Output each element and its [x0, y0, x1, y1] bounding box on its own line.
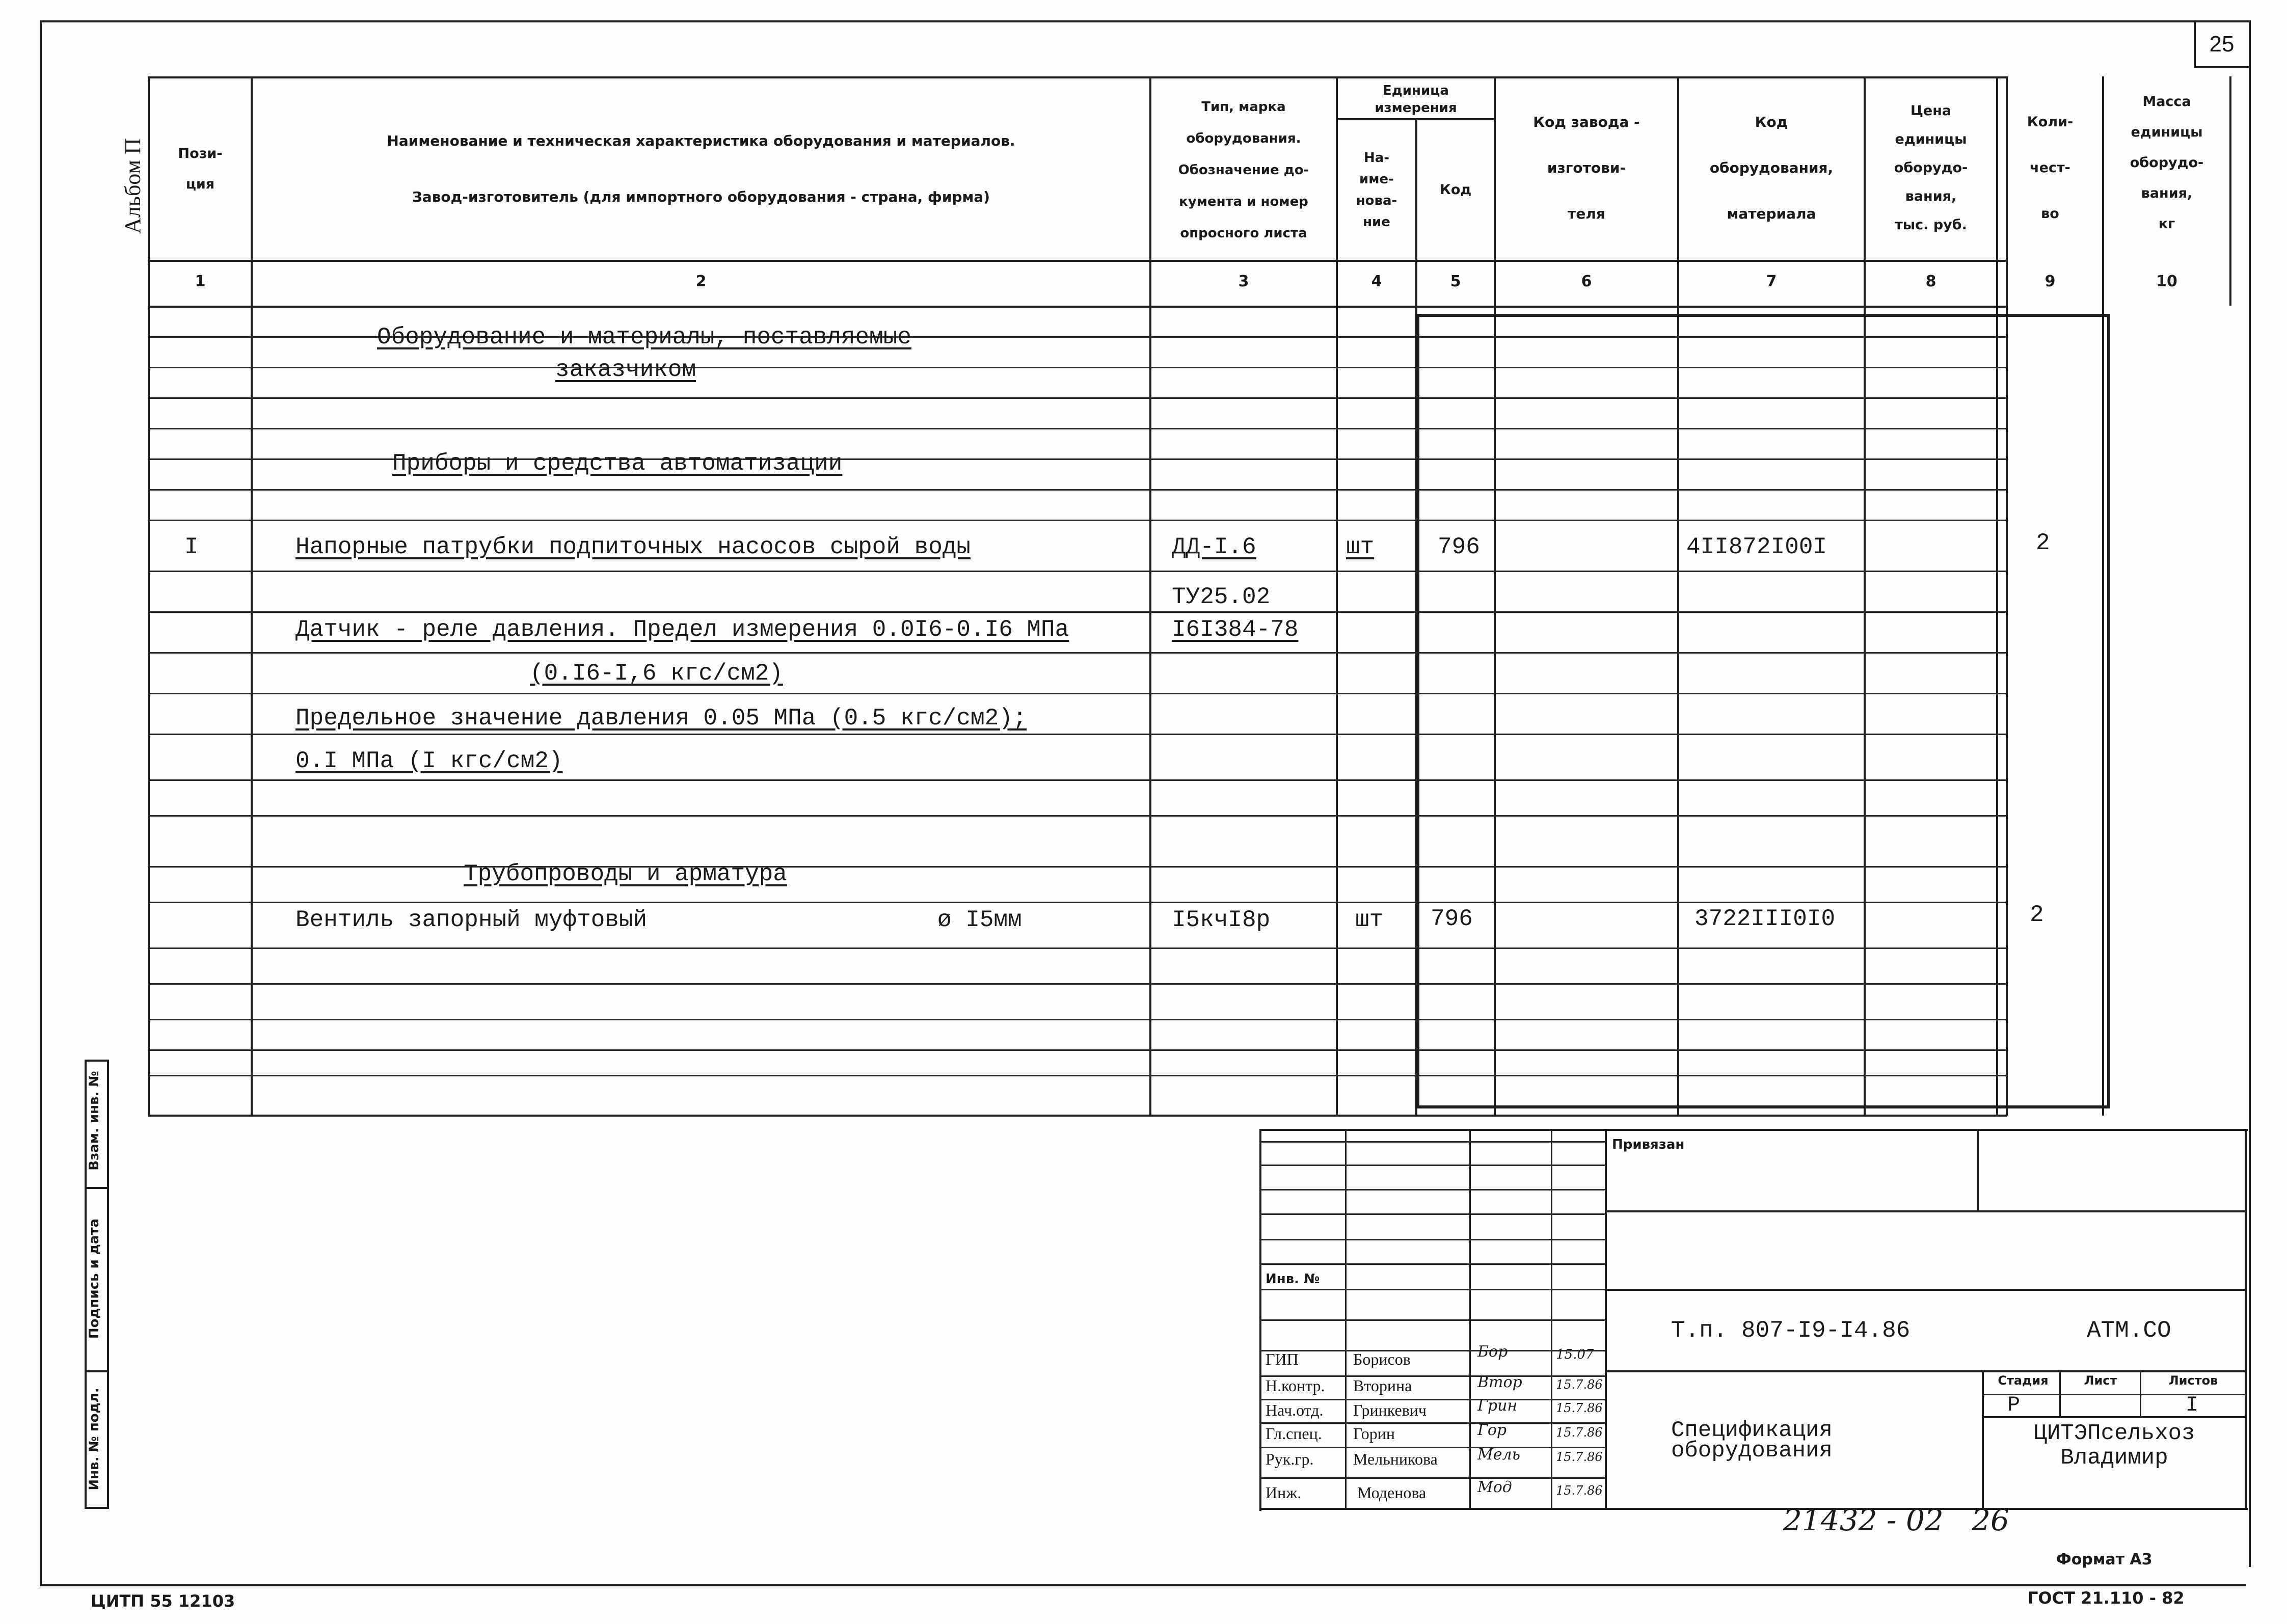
sheet-no-box-bottom — [2194, 66, 2250, 68]
section-title-pipes: Трубопроводы и арматура — [464, 861, 787, 887]
privyazan-label: Привязан — [1612, 1137, 1685, 1152]
staff-role: ГИП — [1266, 1350, 1299, 1368]
frame-right — [2249, 20, 2251, 1567]
row-line — [150, 866, 2006, 868]
header-unit: Единица измерения — [1375, 83, 1457, 116]
col-number: 6 — [1581, 273, 1592, 290]
row-line — [150, 611, 2006, 613]
row-line — [150, 734, 2006, 735]
row-line — [150, 520, 2006, 521]
staff-role: Нач.отд. — [1266, 1401, 1324, 1419]
row1-code: 796 — [1438, 534, 1480, 560]
album-label: Альбом П — [120, 138, 145, 234]
header-col10: Масса единицы оборудо- вания, кг — [2130, 94, 2204, 232]
sheet-number: 25 — [2209, 32, 2235, 57]
staff-signature: Втор — [1477, 1373, 1522, 1391]
row1-quantity: 2 — [2036, 530, 2050, 556]
row6-quantity: 2 — [2030, 902, 2044, 928]
row6-diameter: ø I5мм — [937, 907, 1022, 933]
side-label-inv-replace: Взам. инв. № — [87, 1071, 102, 1171]
row-line — [150, 815, 2006, 817]
staff-date: 15.7.86 — [1556, 1425, 1603, 1440]
staff-role: Рук.гр. — [1266, 1450, 1314, 1468]
side-stamp-div2 — [85, 1370, 109, 1372]
row-line — [150, 693, 2006, 694]
header-col7: Код оборудования, материала — [1709, 114, 1834, 222]
tb-h — [1261, 1422, 1605, 1424]
tb-right — [2245, 1129, 2247, 1510]
staff-date: 15.07 — [1556, 1347, 1594, 1362]
row-line — [150, 948, 2006, 949]
header-col8: Цена единицы оборудо- вания, тыс. руб. — [1894, 103, 1968, 233]
tb-h — [1261, 1213, 1605, 1215]
row1-type-spec: ТУ25.02 — [1172, 584, 1271, 610]
row-line — [150, 1019, 2006, 1020]
staff-role: Инж. — [1266, 1483, 1302, 1502]
col-number: 10 — [2156, 273, 2177, 290]
stage-label: Стадия — [1998, 1373, 2049, 1388]
row-line — [150, 1075, 2006, 1076]
side-stamp-div1 — [85, 1187, 109, 1189]
header-col6: Код завода - изготови- теля — [1533, 114, 1640, 222]
handwritten-number: 21432 - 02 26 — [1783, 1503, 2009, 1537]
row3-name: (0.I6-I,6 кгс/см2) — [530, 660, 783, 687]
row1-type: ДД-I.6 — [1172, 534, 1256, 560]
side-stamp-mid — [107, 1060, 109, 1508]
document-code: АТМ.СО — [2087, 1317, 2171, 1344]
header-bottom — [148, 260, 2007, 262]
col-number: 8 — [1925, 273, 1936, 290]
project-number: Т.п. 807-I9-I4.86 — [1671, 1317, 1911, 1344]
tb-h — [1261, 1141, 1605, 1143]
header-col9: Коли- чест- во — [2027, 114, 2074, 222]
tb-v4 — [1605, 1129, 1607, 1508]
row1-name: Напорные патрубки подпиточных насосов сырой воды — [295, 534, 971, 560]
inner-box-top — [1416, 314, 2110, 317]
table-bottom — [148, 1115, 2007, 1117]
row1-position: I — [184, 534, 199, 560]
staff-name: Горин — [1353, 1424, 1395, 1443]
tb-stage-h — [1984, 1394, 2246, 1395]
row1-unit: шт — [1346, 534, 1375, 560]
row4-name: Предельное значение давления 0.05 МПа (0.5 кгс/см2); — [295, 705, 1027, 732]
col-line-10 — [2229, 76, 2231, 306]
staff-signature: Грин — [1477, 1397, 1518, 1415]
tb-h — [1261, 1189, 1605, 1190]
tb-h — [1261, 1319, 1605, 1321]
inner-box-bottom — [1416, 1105, 2110, 1108]
header-col3: Тип, марка оборудования. Обозначение до- кумента и номер опросного листа — [1178, 99, 1309, 241]
staff-date: 15.7.86 — [1556, 1483, 1603, 1498]
tb-v1 — [1345, 1129, 1347, 1508]
row6-code: 796 — [1431, 906, 1473, 932]
staff-signature: Мель — [1477, 1446, 1520, 1464]
tb-v5 — [1977, 1129, 1979, 1210]
staff-signature: Гор — [1477, 1421, 1507, 1439]
sheet-label: Лист — [2084, 1373, 2117, 1388]
staff-date: 15.7.86 — [1556, 1377, 1603, 1392]
side-label-inv-orig: Инв. № подл. — [87, 1388, 102, 1491]
tb-top — [1259, 1129, 2248, 1131]
row-line — [150, 367, 2006, 368]
inv-no-label: Инв. № — [1266, 1271, 1320, 1287]
tb-h — [1261, 1165, 1605, 1166]
staff-date: 15.7.86 — [1556, 1450, 1603, 1464]
tb-right-h2 — [1607, 1289, 2247, 1291]
section-title-customer-supplied: Оборудование и материалы, поставляемые — [377, 324, 911, 350]
citp-label: ЦИТП 55 12103 — [91, 1591, 235, 1611]
row2-name: Датчик - реле давления. Предел измерения 0.0I6-0.I6 МПа — [295, 616, 1069, 643]
staff-name: Гринкевич — [1353, 1401, 1427, 1419]
gost-label: ГОСТ 21.110 - 82 — [2028, 1588, 2185, 1608]
tb-v2 — [1469, 1129, 1471, 1508]
row-line — [150, 652, 2006, 654]
col-number: 5 — [1450, 273, 1461, 290]
col-number: 9 — [2044, 273, 2056, 290]
frame-top — [40, 20, 2250, 22]
section-title-customer-supplied-cont: заказчиком — [555, 357, 696, 383]
row-line — [150, 779, 2006, 781]
staff-signature: Мод — [1477, 1478, 1512, 1496]
staff-role: Н.контр. — [1266, 1376, 1325, 1395]
row1-equipment-code: 4II872I00I — [1686, 534, 1827, 560]
row6-equipment-code: 3722III0I0 — [1694, 906, 1836, 932]
side-label-sign-date: Подпись и дата — [87, 1218, 102, 1339]
row6-type: I5кчI8р — [1172, 907, 1271, 933]
inner-box-right — [2107, 314, 2110, 1108]
numbers-bottom — [148, 306, 2007, 308]
tb-v3 — [1551, 1129, 1552, 1508]
staff-date: 15.7.86 — [1556, 1401, 1603, 1415]
tb-right-h1 — [1607, 1210, 2247, 1212]
staff-name: Вторина — [1353, 1376, 1412, 1395]
header-col4: На- име- нова- ние — [1356, 150, 1397, 230]
inner-box-left — [1416, 314, 1419, 1108]
tb-right-h3 — [1607, 1370, 2247, 1372]
section-title-automation: Приборы и средства автоматизации — [392, 450, 843, 477]
unit-divider — [1336, 118, 1494, 120]
tb-stage-bottom — [1984, 1416, 2246, 1418]
col-number: 4 — [1371, 273, 1382, 290]
tb-h — [1261, 1289, 1605, 1290]
col-number: 1 — [195, 273, 206, 290]
row-line — [150, 571, 2006, 572]
row-line — [150, 983, 2006, 985]
sheets-value: I — [2186, 1393, 2199, 1417]
tb-h — [1261, 1447, 1605, 1448]
tb-h — [1261, 1477, 1605, 1479]
frame-bottom — [40, 1584, 2246, 1586]
staff-signature: Бор — [1477, 1343, 1508, 1361]
organization: ЦИТЭПсельхоз Владимир — [2033, 1421, 2195, 1471]
header-col2: Наименование и техническая характеристика оборудования и материалов. Завод-изготовитель (для импортного оборудования - страна, фирма) — [387, 132, 1015, 205]
col-number: 3 — [1238, 273, 1249, 290]
document-title: Спецификация оборудования — [1671, 1418, 1833, 1464]
stage-value: Р — [2007, 1393, 2021, 1417]
sheets-label: Листов — [2168, 1373, 2218, 1388]
staff-role: Гл.спец. — [1266, 1424, 1322, 1443]
header-col5: Код — [1439, 182, 1472, 198]
col-number: 2 — [695, 273, 707, 290]
tb-bottom — [1259, 1508, 2248, 1510]
header-col1: Пози- ция — [178, 146, 223, 192]
tb-h — [1261, 1399, 1605, 1400]
frame-left — [40, 20, 42, 1585]
tb-h — [1261, 1239, 1605, 1240]
staff-name: Моденова — [1357, 1483, 1427, 1502]
row-line — [150, 902, 2006, 903]
side-stamp-bottom — [85, 1507, 109, 1509]
row5-name: 0.I МПа (I кгс/см2) — [295, 748, 563, 774]
row-line — [150, 397, 2006, 399]
staff-name: Борисов — [1353, 1350, 1411, 1368]
row2-type: I6I384-78 — [1172, 616, 1299, 643]
row-line — [150, 428, 2006, 429]
row-line — [150, 1049, 2006, 1051]
tb-h — [1261, 1350, 1605, 1351]
format-label: Формат А3 — [2056, 1551, 2153, 1568]
row-line — [150, 489, 2006, 491]
staff-name: Мельникова — [1353, 1450, 1438, 1468]
row6-unit: шт — [1355, 907, 1384, 933]
tb-h — [1261, 1263, 1605, 1265]
row6-name: Вентиль запорный муфтовый — [295, 907, 648, 933]
col-number: 7 — [1766, 273, 1777, 290]
